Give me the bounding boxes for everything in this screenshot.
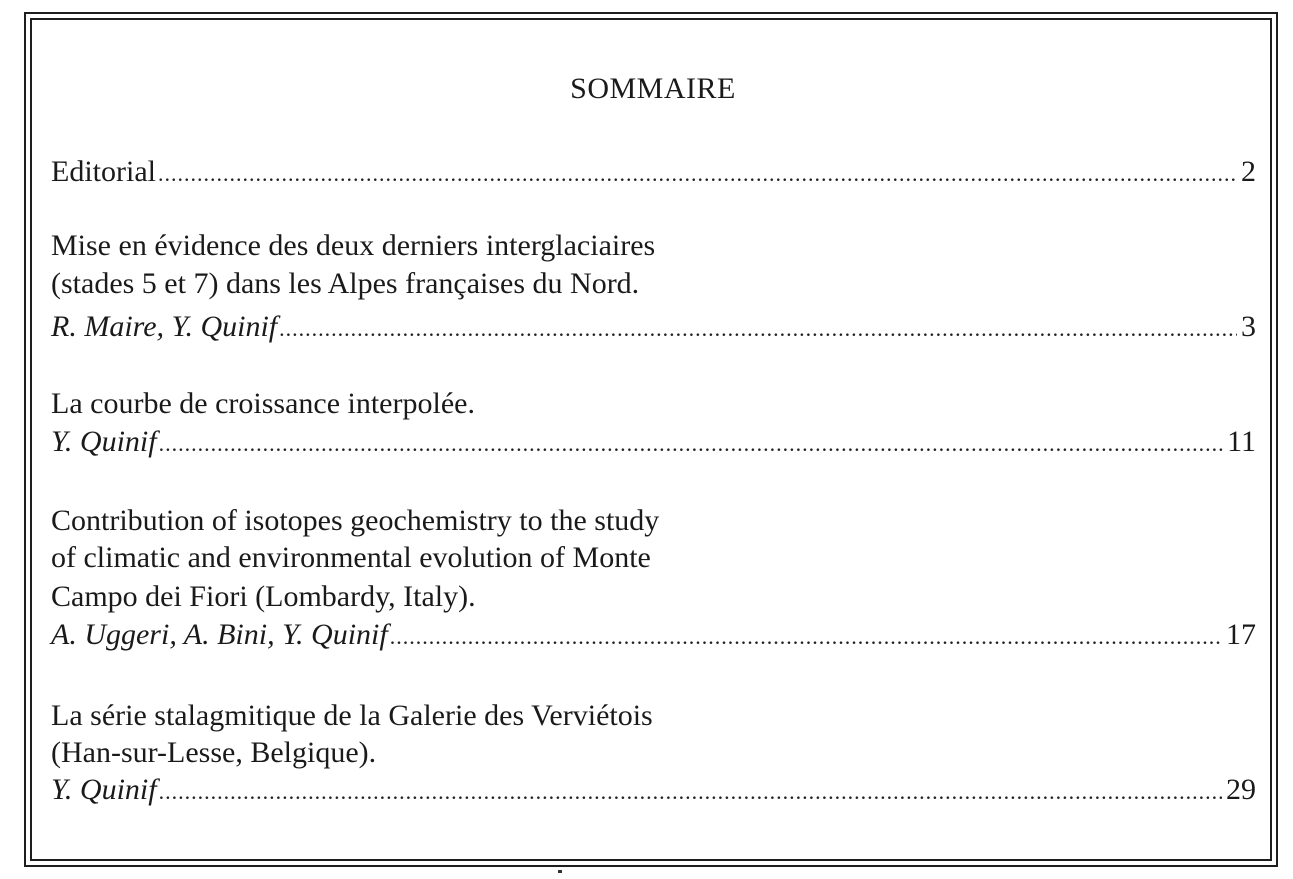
dot-leader: [279, 311, 1237, 347]
entry-title-line: of climatic and environmental evolution of Monte: [51, 541, 651, 574]
entry-title: Editorial: [51, 155, 156, 188]
toc-entry-serie-stalagmitique[interactable]: [51, 772, 1256, 810]
entry-authors: R. Maire, Y. Quinif: [51, 310, 278, 343]
entry-title-line: Campo dei Fiori (Lombardy, Italy).: [51, 580, 476, 613]
toc-entry-courbe-croissance[interactable]: [51, 424, 1256, 462]
entry-title-line: (stades 5 et 7) dans les Alpes françaises du Nord.: [51, 267, 640, 300]
dot-leader: [159, 426, 1224, 462]
toc-entry-maire-quinif[interactable]: [51, 309, 1256, 347]
entry-authors: A. Uggeri, A. Bini, Y. Quinif: [51, 618, 388, 651]
page-number: 11: [1227, 425, 1256, 458]
entry-title-line: La courbe de croissance interpolée.: [51, 387, 475, 420]
page-title: SOMMAIRE: [570, 72, 736, 105]
dot-leader: [390, 619, 1222, 655]
entry-title-line: La série stalagmitique de la Galerie des Verviétois: [51, 699, 653, 732]
page-number: 29: [1226, 773, 1256, 806]
entry-title-line: Mise en évidence des deux derniers interglaciaires: [51, 229, 656, 262]
entry-authors: Y. Quinif: [51, 773, 157, 806]
entry-title-line: Contribution of isotopes geochemistry to the study: [51, 504, 660, 537]
toc-entry-isotopes-geochemistry[interactable]: [51, 617, 1256, 655]
dot-leader: [159, 774, 1222, 810]
scan-speck: [558, 870, 562, 873]
page-number: 3: [1241, 310, 1256, 343]
page-number: 2: [1241, 155, 1256, 188]
dot-leader: [158, 156, 1237, 192]
toc-entry-editorial[interactable]: [51, 154, 1256, 192]
entry-title-line: (Han-sur-Lesse, Belgique).: [51, 736, 377, 769]
page-number: 17: [1226, 618, 1256, 651]
entry-authors: Y. Quinif: [51, 425, 157, 458]
